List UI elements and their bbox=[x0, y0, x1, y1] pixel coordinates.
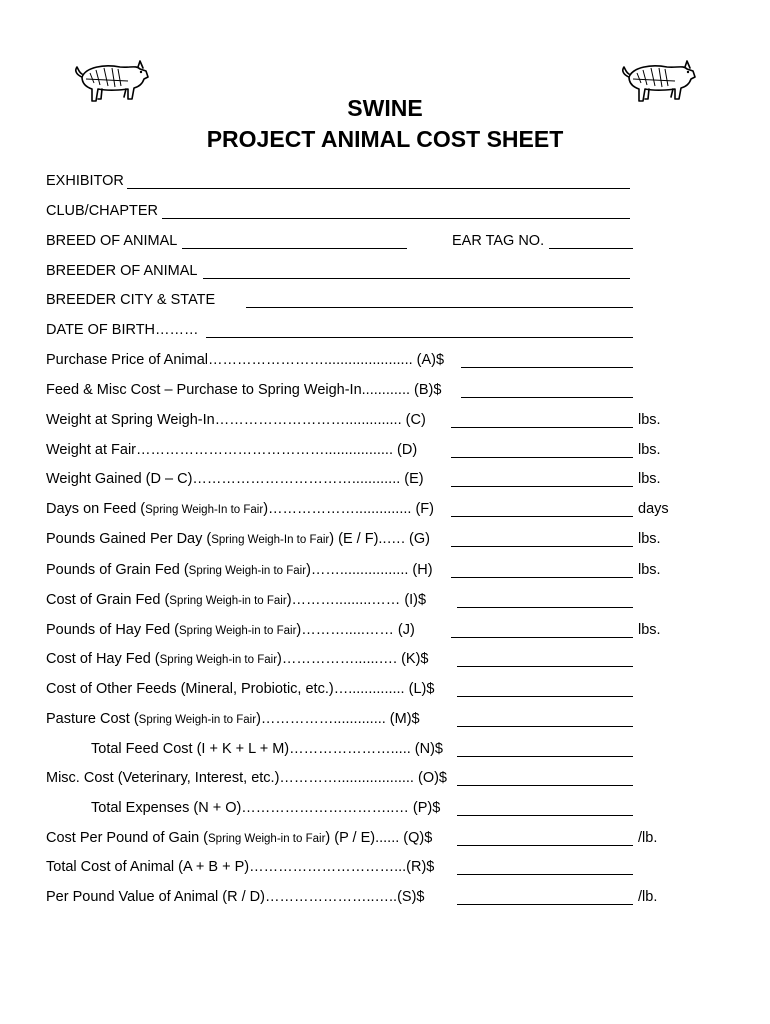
cost-row-period-note: Spring Weigh-In to Fair bbox=[145, 504, 264, 516]
cost-row-label: Pounds of Hay Fed ( bbox=[46, 622, 179, 638]
ear-tag-field[interactable] bbox=[549, 248, 633, 249]
cost-row-g-field[interactable] bbox=[451, 546, 633, 547]
ear-tag-label: EAR TAG NO. bbox=[452, 233, 545, 249]
cost-row-letter-code: )……………......…. (K)$ bbox=[277, 651, 429, 667]
cost-row-p bbox=[91, 799, 440, 817]
cost-row-e-field[interactable] bbox=[451, 486, 633, 487]
cost-row-r-field[interactable] bbox=[457, 874, 633, 875]
cost-row-g bbox=[46, 530, 430, 549]
cost-row-letter-code: ……………………………............ (E) bbox=[192, 471, 424, 487]
breeder-city-label: BREEDER CITY & STATE bbox=[46, 292, 216, 308]
cost-row-period-note: Spring Weigh-In to Fair bbox=[211, 534, 330, 546]
cost-row-l bbox=[46, 680, 434, 698]
cost-row-i bbox=[46, 591, 426, 610]
cost-row-label: Cost of Hay Fed ( bbox=[46, 651, 160, 667]
cost-row-letter-code: )……................. (H) bbox=[306, 562, 433, 578]
exhibitor-row bbox=[46, 172, 124, 190]
cost-row-unit: /lb. bbox=[638, 830, 658, 846]
cost-row-letter-code: ….............. (L)$ bbox=[333, 681, 435, 697]
cost-row-q bbox=[46, 829, 432, 848]
cost-row-letter-code: …………………..... (N)$ bbox=[289, 741, 443, 757]
cost-row-label: Total Feed Cost (I + K + L + M) bbox=[91, 741, 290, 757]
cost-row-letter-code: ……………………….............. (C) bbox=[214, 412, 426, 428]
cost-row-k bbox=[46, 650, 428, 669]
cost-row-label: Weight Gained (D – C) bbox=[46, 471, 193, 487]
cost-row-h-field[interactable] bbox=[451, 577, 633, 578]
cost-row-o bbox=[46, 769, 447, 787]
cost-row-k-field[interactable] bbox=[457, 666, 633, 667]
cost-row-s bbox=[46, 888, 424, 906]
cost-row-period-note: Spring Weigh-in to Fair bbox=[179, 625, 297, 637]
cost-row-label: Pounds of Grain Fed ( bbox=[46, 562, 189, 578]
breeder-label: BREEDER OF ANIMAL bbox=[46, 263, 198, 279]
breeder-city-field[interactable] bbox=[246, 307, 633, 308]
cost-row-h bbox=[46, 561, 433, 580]
exhibitor-field[interactable] bbox=[127, 188, 630, 189]
club-field[interactable] bbox=[162, 218, 630, 219]
cost-row-letter-code: )……….....…… (J) bbox=[296, 622, 415, 638]
dob-label: DATE OF BIRTH……… bbox=[46, 322, 199, 338]
cost-row-unit: lbs. bbox=[638, 562, 661, 578]
cost-row-letter-code: …………………………..… (P)$ bbox=[241, 800, 441, 816]
cost-row-m bbox=[46, 710, 420, 729]
cost-row-m-field[interactable] bbox=[457, 726, 633, 727]
breed-field[interactable] bbox=[182, 248, 407, 249]
club-row bbox=[46, 202, 158, 220]
cost-row-f bbox=[46, 500, 434, 519]
cost-row-n-field[interactable] bbox=[457, 756, 633, 757]
cost-row-q-field[interactable] bbox=[457, 845, 633, 846]
exhibitor-label: EXHIBITOR bbox=[46, 173, 124, 189]
cost-row-c-field[interactable] bbox=[451, 427, 633, 428]
cost-row-period-note: Spring Weigh-in to Fair bbox=[159, 654, 278, 666]
cost-row-d bbox=[46, 441, 417, 459]
cost-row-period-note: Spring Weigh-in to Fair bbox=[138, 714, 257, 726]
title-cost-sheet: PROJECT ANIMAL COST SHEET bbox=[206, 126, 564, 152]
cost-row-j bbox=[46, 621, 415, 640]
club-label: CLUB/CHAPTER bbox=[46, 203, 158, 219]
cost-row-c bbox=[46, 411, 426, 429]
cost-row-j-field[interactable] bbox=[451, 637, 633, 638]
cost-row-unit: days bbox=[638, 501, 669, 517]
cost-row-letter-code: …………................... (O)$ bbox=[279, 770, 447, 786]
breeder-field[interactable] bbox=[203, 278, 630, 279]
cost-row-period-note: Spring Weigh-in to Fair bbox=[188, 565, 307, 577]
cost-row-a-field[interactable] bbox=[461, 367, 633, 368]
cost-row-r bbox=[46, 858, 434, 876]
cost-row-label: Feed & Misc Cost – Purchase to Spring Weigh-In bbox=[46, 382, 362, 398]
breeder-city-row bbox=[46, 291, 215, 309]
cost-row-label: Per Pound Value of Animal (R / D) bbox=[46, 889, 265, 905]
cost-row-o-field[interactable] bbox=[457, 785, 633, 786]
cost-row-label: Weight at Fair bbox=[46, 442, 136, 458]
cost-row-letter-code: )……….........…… (I)$ bbox=[286, 592, 427, 608]
cost-row-unit: lbs. bbox=[638, 531, 661, 547]
cost-row-i-field[interactable] bbox=[457, 607, 633, 608]
cost-row-s-field[interactable] bbox=[457, 904, 633, 905]
breed-row bbox=[46, 232, 177, 250]
cost-row-n bbox=[91, 740, 443, 758]
cost-row-letter-code: ) (E / F)..…. (G) bbox=[329, 531, 430, 547]
cost-row-unit: lbs. bbox=[638, 471, 661, 487]
cost-row-letter-code: ……………………...................... (A)$ bbox=[208, 352, 445, 368]
cost-row-letter-code: …………………..…..(S)$ bbox=[264, 889, 425, 905]
cost-row-letter-code: ............ (B)$ bbox=[361, 382, 442, 398]
cost-row-e bbox=[46, 470, 424, 488]
dob-row bbox=[46, 321, 199, 339]
cost-row-p-field[interactable] bbox=[457, 815, 633, 816]
cost-row-unit: /lb. bbox=[638, 889, 658, 905]
cost-row-period-note: Spring Weigh-in to Fair bbox=[208, 833, 326, 845]
cost-row-a bbox=[46, 351, 444, 369]
cost-row-label: Pasture Cost ( bbox=[46, 711, 139, 727]
cost-row-unit: lbs. bbox=[638, 412, 661, 428]
cost-row-letter-code: )……………............. (M)$ bbox=[256, 711, 420, 727]
cost-row-label: Misc. Cost (Veterinary, Interest, etc.) bbox=[46, 770, 280, 786]
cost-row-label: Total Expenses (N + O) bbox=[91, 800, 242, 816]
cost-row-l-field[interactable] bbox=[457, 696, 633, 697]
cost-row-label: Cost of Grain Fed ( bbox=[46, 592, 170, 608]
cost-row-label: Total Cost of Animal (A + B + P) bbox=[46, 859, 250, 875]
cost-row-label: Cost of Other Feeds (Mineral, Probiotic, etc.) bbox=[46, 681, 334, 697]
cost-row-letter-code: …………………………...(R)$ bbox=[249, 859, 435, 875]
title-swine: SWINE bbox=[347, 95, 423, 121]
breeder-row bbox=[46, 262, 197, 280]
cost-row-d-field[interactable] bbox=[451, 457, 633, 458]
cost-row-period-note: Spring Weigh-in to Fair bbox=[169, 595, 287, 607]
cost-row-b-field[interactable] bbox=[461, 397, 633, 398]
cost-row-label: Weight at Spring Weigh-In bbox=[46, 412, 215, 428]
cost-row-label: Pounds Gained Per Day ( bbox=[46, 531, 212, 547]
dob-field[interactable] bbox=[206, 337, 633, 338]
cost-row-unit: lbs. bbox=[638, 622, 661, 638]
cost-row-letter-code: ) (P / E)...... (Q)$ bbox=[325, 830, 433, 846]
cost-row-letter-code: …………………………………................. (D) bbox=[136, 442, 418, 458]
cost-row-b bbox=[46, 381, 441, 399]
cost-row-label: Cost Per Pound of Gain ( bbox=[46, 830, 208, 846]
cost-row-f-field[interactable] bbox=[451, 516, 633, 517]
cost-row-label: Days on Feed ( bbox=[46, 501, 146, 517]
breed-label: BREED OF ANIMAL bbox=[46, 233, 178, 249]
cost-row-label: Purchase Price of Animal bbox=[46, 352, 208, 368]
cost-row-unit: lbs. bbox=[638, 442, 661, 458]
cost-row-letter-code: )……………….............. (F) bbox=[263, 501, 434, 517]
